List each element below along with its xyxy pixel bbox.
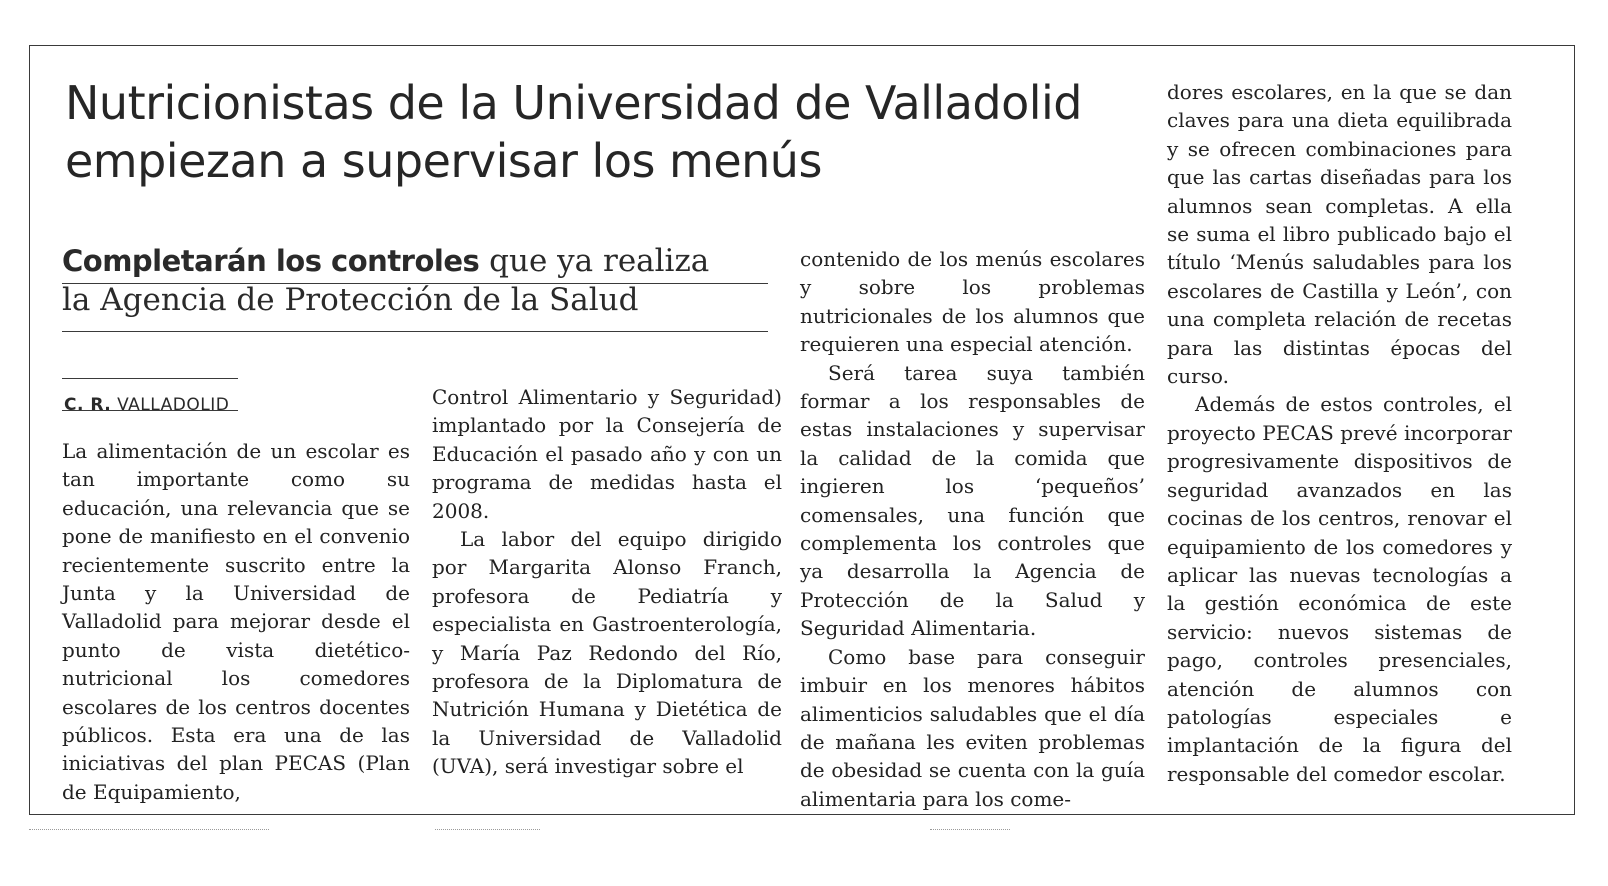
subhead-rest: que ya realiza bbox=[479, 243, 710, 279]
subhead-rule-bottom bbox=[62, 331, 768, 332]
paragraph: dores escolares, en la que se dan claves para una dieta equilibrada y se ofrecen combinaciones para que las cartas diseñadas para los alumnos sean completas. A ella se suma el libro publicado bajo el título ‘Menús saludables para los escolares de Castilla y León’, con una completa relación de recetas para las distintas épocas del curso. bbox=[1167, 80, 1512, 389]
paragraph: Como base para conseguir imbuir en los menores hábitos alimenticios saludables que el día de mañana les eviten problemas de obesidad se cuenta con la guía alimentaria para los come- bbox=[800, 644, 1145, 811]
paragraph: La alimentación de un escolar es tan importante como su educación, una relevancia que se pone de manifiesto en el convenio recientemente suscrito entre la Junta y la Universidad de Valladolid para mejorar desde el punto de vista dietético-nutricional los comedores escolares de los centros docentes públicos. Esta era una de las iniciativas del plan PECAS (Plan de Equipamiento, bbox=[62, 439, 410, 804]
byline bbox=[64, 395, 229, 415]
subhead-line-1 bbox=[62, 242, 797, 281]
byline-initials: C. R. bbox=[64, 395, 112, 415]
scan-edge-rule bbox=[435, 829, 540, 830]
subhead-rule-top bbox=[62, 283, 768, 284]
byline-location: VALLADOLID bbox=[117, 395, 230, 415]
text-column-4 bbox=[1167, 78, 1512, 788]
text-column-1 bbox=[62, 437, 410, 806]
text-column-3 bbox=[800, 245, 1145, 813]
scan-edge-rule bbox=[930, 829, 1010, 830]
paragraph: contenido de los menús escolares y sobre los problemas nutricionales de los alumnos que requieren una especial atención. bbox=[800, 247, 1145, 357]
paragraph: Será tarea suya también formar a los responsables de estas instalaciones y supervisar la calidad de la comida que ingieren los ‘pequeños’ comensales, una función que complementa los controles que ya desarrolla la Agencia de Protección de la Salud y Seguridad Alimentaria. bbox=[800, 360, 1145, 641]
text-column-2 bbox=[432, 383, 782, 781]
scan-edge-rule bbox=[29, 829, 269, 830]
paragraph: Además de estos controles, el proyecto PECAS prevé incorporar progresivamente dispositivos de seguridad avanzados en las cocinas de los centros, renovar el equipamiento de los comedores y aplicar las nuevas tecnologías a la gestión económica de este servicio: nuevos sistemas de pago, controles presenciales, atención de alumnos con patologías especiales e implantación de la figura del responsable del comedor escolar. bbox=[1167, 392, 1512, 786]
byline-rule-top bbox=[62, 378, 238, 379]
subhead-bold: Completarán los controles bbox=[62, 244, 480, 278]
subhead-line-2: la Agencia de Protección de la Salud bbox=[62, 282, 639, 318]
subheadline bbox=[62, 242, 797, 320]
paragraph: Control Alimentario y Seguridad) implantado por la Consejería de Educación el pasado año y con un programa de medidas hasta el 2008. bbox=[432, 385, 782, 523]
headline: Nutricionistas de la Universidad de Valladolid empiezan a supervisar los menús bbox=[65, 76, 1082, 188]
paragraph: La labor del equipo dirigido por Margarita Alonso Franch, profesora de Pediatría y especialista en Gastroenterología, y María Paz Redondo del Río, profesora de la Diplomatura de Nutrición Humana y Dietética de la Universidad de Valladolid (UVA), será investigar sobre el bbox=[432, 527, 782, 779]
